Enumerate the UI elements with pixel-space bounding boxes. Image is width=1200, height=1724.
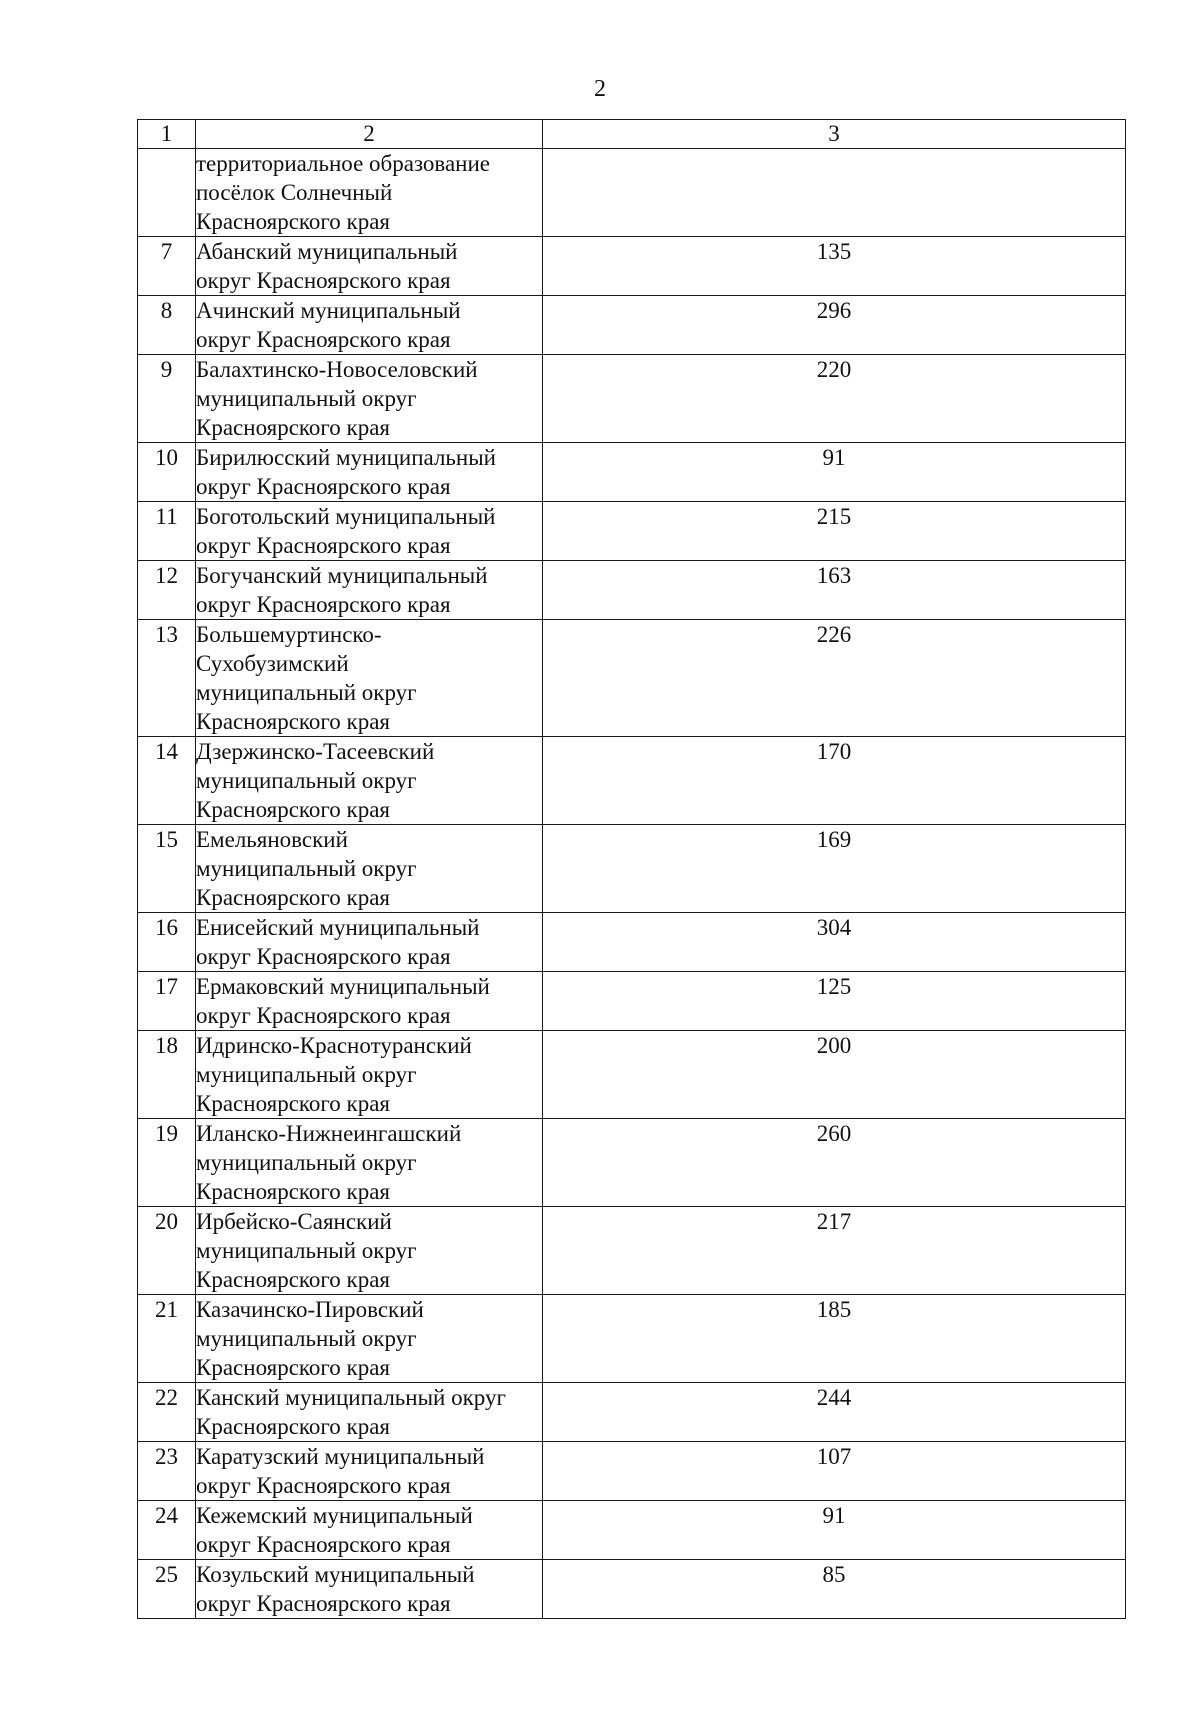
municipality-name-line: Ермаковский муниципальный	[196, 974, 490, 999]
municipality-name	[196, 355, 543, 443]
municipality-name-line: муниципальный округ	[196, 1062, 417, 1087]
municipality-name-line: муниципальный округ	[196, 1326, 417, 1351]
municipality-name-line: Козульский муниципальный	[196, 1562, 475, 1587]
municipality-name-line: Ачинский муниципальный	[196, 298, 461, 323]
value-cell: 200	[543, 1031, 1126, 1119]
table-row	[138, 1560, 1126, 1619]
municipality-name	[196, 149, 543, 237]
municipality-name-line: Красноярского края	[196, 1414, 390, 1439]
row-number: 19	[138, 1119, 196, 1207]
table-body	[138, 149, 1126, 1619]
municipality-name-line: округ Красноярского края	[196, 533, 451, 558]
municipality-name-line: Абанский муниципальный	[196, 239, 458, 264]
municipality-name	[196, 502, 543, 561]
table-row	[138, 237, 1126, 296]
value-cell: 185	[543, 1295, 1126, 1383]
page-number: 2	[594, 76, 606, 102]
value-cell	[543, 149, 1126, 237]
table-row	[138, 825, 1126, 913]
municipality-name	[196, 296, 543, 355]
municipality-name-line: округ Красноярского края	[196, 1473, 451, 1498]
municipality-name-line: муниципальный округ	[196, 768, 417, 793]
value-cell: 107	[543, 1442, 1126, 1501]
municipality-name-line: муниципальный округ	[196, 680, 417, 705]
row-number: 14	[138, 737, 196, 825]
municipality-name-line: Красноярского края	[196, 885, 390, 910]
value-cell: 91	[543, 443, 1126, 502]
value-cell: 296	[543, 296, 1126, 355]
municipality-name	[196, 1031, 543, 1119]
table-row	[138, 296, 1126, 355]
value-cell: 226	[543, 620, 1126, 737]
row-number: 25	[138, 1560, 196, 1619]
municipality-name-line: Балахтинско-Новоселовский	[196, 357, 478, 382]
municipality-name-line: Сухобузимский	[196, 651, 349, 676]
municipality-name	[196, 1119, 543, 1207]
municipality-name-line: Красноярского края	[196, 1267, 390, 1292]
municipality-name	[196, 1295, 543, 1383]
municipality-name	[196, 443, 543, 502]
municipality-name-line: Красноярского края	[196, 709, 390, 734]
municipality-name-line: Большемуртинско-	[196, 622, 382, 647]
table-row	[138, 1442, 1126, 1501]
municipality-name-line: Красноярского края	[196, 1091, 390, 1116]
row-number: 12	[138, 561, 196, 620]
municipality-name	[196, 1207, 543, 1295]
municipality-name-line: Емельяновский	[196, 827, 348, 852]
municipality-name-line: Боготольский муниципальный	[196, 504, 496, 529]
municipality-name-line: округ Красноярского края	[196, 327, 451, 352]
row-number: 16	[138, 913, 196, 972]
row-number: 23	[138, 1442, 196, 1501]
row-number	[138, 149, 196, 237]
row-number: 11	[138, 502, 196, 561]
value-cell: 217	[543, 1207, 1126, 1295]
municipality-name-line: Красноярского края	[196, 797, 390, 822]
value-cell: 170	[543, 737, 1126, 825]
table-row	[138, 561, 1126, 620]
municipality-name	[196, 620, 543, 737]
row-number: 18	[138, 1031, 196, 1119]
row-number: 7	[138, 237, 196, 296]
municipality-name-line: Казачинско-Пировский	[196, 1297, 424, 1322]
municipality-name-line: Дзержинско-Тасеевский	[196, 739, 435, 764]
municipality-name-line: Красноярского края	[196, 1355, 390, 1380]
value-cell: 215	[543, 502, 1126, 561]
municipality-name-line: муниципальный округ	[196, 1150, 417, 1175]
municipality-name	[196, 1442, 543, 1501]
value-cell: 169	[543, 825, 1126, 913]
municipality-name-line: муниципальный округ	[196, 856, 417, 881]
municipality-name-line: округ Красноярского края	[196, 1532, 451, 1557]
municipality-name-line: муниципальный округ	[196, 386, 417, 411]
allocation-table	[137, 119, 1126, 1619]
table-row	[138, 1501, 1126, 1560]
municipality-name	[196, 237, 543, 296]
municipality-name-line: муниципальный округ	[196, 1238, 417, 1263]
value-cell: 85	[543, 1560, 1126, 1619]
row-number: 13	[138, 620, 196, 737]
municipality-name-line: Красноярского края	[196, 415, 390, 440]
municipality-name-line: Красноярского края	[196, 209, 390, 234]
row-number: 9	[138, 355, 196, 443]
table-row	[138, 972, 1126, 1031]
row-number: 20	[138, 1207, 196, 1295]
municipality-name	[196, 972, 543, 1031]
municipality-name	[196, 737, 543, 825]
value-cell: 125	[543, 972, 1126, 1031]
row-number: 21	[138, 1295, 196, 1383]
municipality-name	[196, 825, 543, 913]
municipality-name-line: округ Красноярского края	[196, 944, 451, 969]
value-cell: 135	[543, 237, 1126, 296]
municipality-name-line: Канский муниципальный округ	[196, 1385, 506, 1410]
table-row	[138, 443, 1126, 502]
value-cell: 91	[543, 1501, 1126, 1560]
municipality-name-line: округ Красноярского края	[196, 1003, 451, 1028]
table-row	[138, 1295, 1126, 1383]
municipality-name-line: Иланско-Нижнеингашский	[196, 1121, 462, 1146]
table-row	[138, 737, 1126, 825]
table-row	[138, 913, 1126, 972]
value-cell: 260	[543, 1119, 1126, 1207]
municipality-name-line: округ Красноярского края	[196, 268, 451, 293]
table-row	[138, 1119, 1126, 1207]
municipality-name-line: Енисейский муниципальный	[196, 915, 480, 940]
municipality-name	[196, 1560, 543, 1619]
municipality-name-line: Каратузский муниципальный	[196, 1444, 485, 1469]
municipality-name-line: посёлок Солнечный	[196, 180, 393, 205]
municipality-name	[196, 561, 543, 620]
municipality-name-line: округ Красноярского края	[196, 474, 451, 499]
municipality-name-line: Кежемский муниципальный	[196, 1503, 473, 1528]
municipality-name-line: территориальное образование	[196, 151, 491, 176]
table-row	[138, 1031, 1126, 1119]
table-row	[138, 1207, 1126, 1295]
municipality-name-line: Богучанский муниципальный	[196, 563, 488, 588]
municipality-name-line: Красноярского края	[196, 1179, 390, 1204]
municipality-name-line: Идринско-Краснотуранский	[196, 1033, 472, 1058]
municipality-name-line: Ирбейско-Саянский	[196, 1209, 392, 1234]
municipality-name	[196, 913, 543, 972]
value-cell: 304	[543, 913, 1126, 972]
value-cell: 244	[543, 1383, 1126, 1442]
table-row	[138, 502, 1126, 561]
table-row	[138, 355, 1126, 443]
column-header-2: 2	[196, 120, 543, 149]
row-number: 17	[138, 972, 196, 1031]
value-cell: 220	[543, 355, 1126, 443]
table-row	[138, 1383, 1126, 1442]
column-header-3: 3	[543, 120, 1126, 149]
municipality-name-line: Бирилюсский муниципальный	[196, 445, 496, 470]
row-number: 10	[138, 443, 196, 502]
municipality-name-line: округ Красноярского края	[196, 592, 451, 617]
row-number: 22	[138, 1383, 196, 1442]
row-number: 8	[138, 296, 196, 355]
column-header-1: 1	[138, 120, 196, 149]
municipality-name	[196, 1383, 543, 1442]
municipality-name-line: округ Красноярского края	[196, 1591, 451, 1616]
table-row	[138, 149, 1126, 237]
row-number: 15	[138, 825, 196, 913]
table-row	[138, 620, 1126, 737]
value-cell: 163	[543, 561, 1126, 620]
table-header-row	[138, 120, 1126, 149]
municipality-name	[196, 1501, 543, 1560]
row-number: 24	[138, 1501, 196, 1560]
